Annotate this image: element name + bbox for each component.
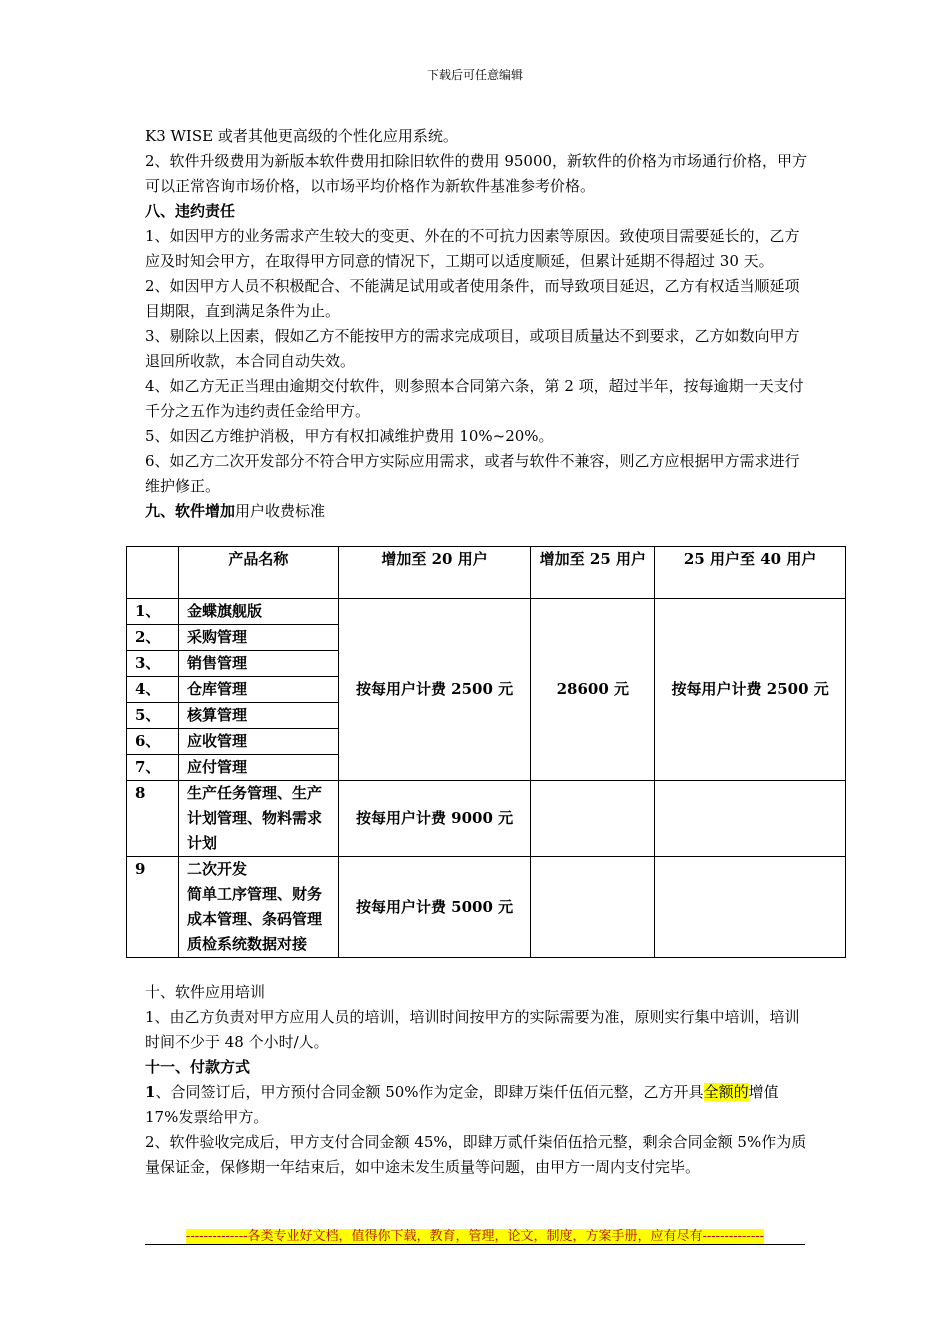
header-note: 下载后可任意编辑: [426, 68, 523, 82]
table-row: [127, 857, 846, 958]
clause-11-2: 2、软件验收完成后，甲方支付合同金额 45%，即肆万贰仟柒佰伍拾元整，剩余合同金额 5%作为质量保证金，保修期一年结束后，如中途未发生质量等问题，由甲方一周内支付完毕。: [145, 1133, 807, 1176]
clause-8-5: 5、如因乙方维护消极，甲方有权扣减维护费用 10%~20%。: [145, 427, 554, 445]
header-cell-25: 增加至 25 用户: [531, 547, 655, 599]
empty-cell: [531, 857, 655, 958]
row-number: 4、: [127, 677, 179, 703]
product-name: 销售管理: [178, 651, 338, 677]
clause-8-3: 3、剔除以上因素，假如乙方不能按甲方的需求完成项目，或项目质量达不到要求，乙方如数向甲方退回所收款，本合同自动失效。: [145, 327, 800, 370]
document-body-bottom: [145, 980, 810, 1180]
header-cell-40: 25 用户至 40 用户: [655, 547, 846, 599]
clause-11-1-number: 1: [145, 1083, 156, 1101]
clause-8-2: 2、如因甲方人员不积极配合、不能满足试用或者使用条件，而导致项目延迟，乙方有权适当顺延项目期限，直到满足条件为止。: [145, 277, 800, 320]
product-name: 采购管理: [178, 625, 338, 651]
product-name: 核算管理: [178, 703, 338, 729]
product-name: 金蝶旗舰版: [178, 599, 338, 625]
empty-cell: [655, 857, 846, 958]
clause-8-4: 4、如乙方无正当理由逾期交付软件，则参照本合同第六条，第 2 项，超过半年，按每逾期一天支付千分之五作为违约责任金给甲方。: [145, 377, 804, 420]
table-header-row: [127, 547, 846, 599]
paragraph: 2、软件升级费用为新版本软件费用扣除旧软件的费用 95000，新软件的价格为市场通行价格，甲方可以正常咨询市场价格，以市场平均价格作为新软件基准参考价格。: [145, 152, 808, 195]
highlighted-text: 全额的: [703, 1083, 749, 1101]
price-20-row9: 按每用户计费 5000 元: [338, 857, 531, 958]
header-cell-product: 产品名称: [178, 547, 338, 599]
product-name: 二次开发 简单工序管理、财务成本管理、条码管理质检系统数据对接: [178, 857, 338, 958]
document-body-top: [145, 124, 810, 524]
clause-10-1: 1、由乙方负责对甲方应用人员的培训，培训时间按甲方的实际需要为准，原则实行集中培训，培训时间不少于 48 个小时/人。: [145, 1008, 800, 1051]
section-title-8: 八、违约责任: [145, 202, 236, 220]
table-row: [127, 599, 846, 625]
section-title-9-rest: 用户收费标准: [235, 502, 326, 520]
clause-11-1-text-b: 增值 17%发票给甲方。: [145, 1083, 779, 1126]
section-title-9-bold: 九、软件增加: [145, 502, 236, 520]
header-cell-20: 增加至 20 用户: [338, 547, 531, 599]
header-cell-blank: [127, 547, 179, 599]
row-number: 9: [127, 857, 179, 958]
product-name: 应付管理: [178, 755, 338, 781]
row-number: 5、: [127, 703, 179, 729]
product-name: 应收管理: [178, 729, 338, 755]
section-title-11: 十一、付款方式: [145, 1058, 251, 1076]
clause-8-6: 6、如乙方二次开发部分不符合甲方实际应用需求，或者与软件不兼容，则乙方应根据甲方需求进行维护修正。: [145, 452, 800, 495]
clause-8-1: 1、如因甲方的业务需求产生较大的变更、外在的不可抗力因素等原因。致使项目需要延长的，乙方应及时知会甲方，在取得甲方同意的情况下，工期可以适度顺延，但累计延期不得超过 30 天。: [145, 227, 800, 270]
row-number: 3、: [127, 651, 179, 677]
price-40-group1: 按每用户计费 2500 元: [655, 599, 846, 781]
row-number: 2、: [127, 625, 179, 651]
clause-11-1-text-a: 、合同签订后，甲方预付合同金额 50%作为定金，即肆万柒仟伍佰元整，乙方开具: [155, 1083, 704, 1101]
empty-cell: [655, 781, 846, 857]
row-number: 6、: [127, 729, 179, 755]
fee-table: [126, 546, 846, 958]
product-name: 仓库管理: [178, 677, 338, 703]
product-name: 生产任务管理、生产计划管理、物料需求计划: [178, 781, 338, 857]
price-20-group1: 按每用户计费 2500 元: [338, 599, 531, 781]
section-title-10: 十、软件应用培训: [145, 983, 266, 1001]
empty-cell: [531, 781, 655, 857]
footer-note-text: --------------各类专业好文档，值得你下载，教育，管理，论文，制度，方案手册，应有尽有--------------: [186, 1229, 764, 1244]
price-25-group1: 28600 元: [531, 599, 655, 781]
price-20-row8: 按每用户计费 9000 元: [338, 781, 531, 857]
footer-divider: [145, 1244, 805, 1245]
clause-11-1: [145, 1080, 810, 1130]
section-title-9: [145, 499, 810, 524]
row-number: 7、: [127, 755, 179, 781]
row-number: 8: [127, 781, 179, 857]
row-number: 1、: [127, 599, 179, 625]
paragraph: K3 WISE 或者其他更高级的个性化应用系统。: [145, 127, 458, 145]
footer-note: [145, 1225, 805, 1244]
table-row: [127, 781, 846, 857]
